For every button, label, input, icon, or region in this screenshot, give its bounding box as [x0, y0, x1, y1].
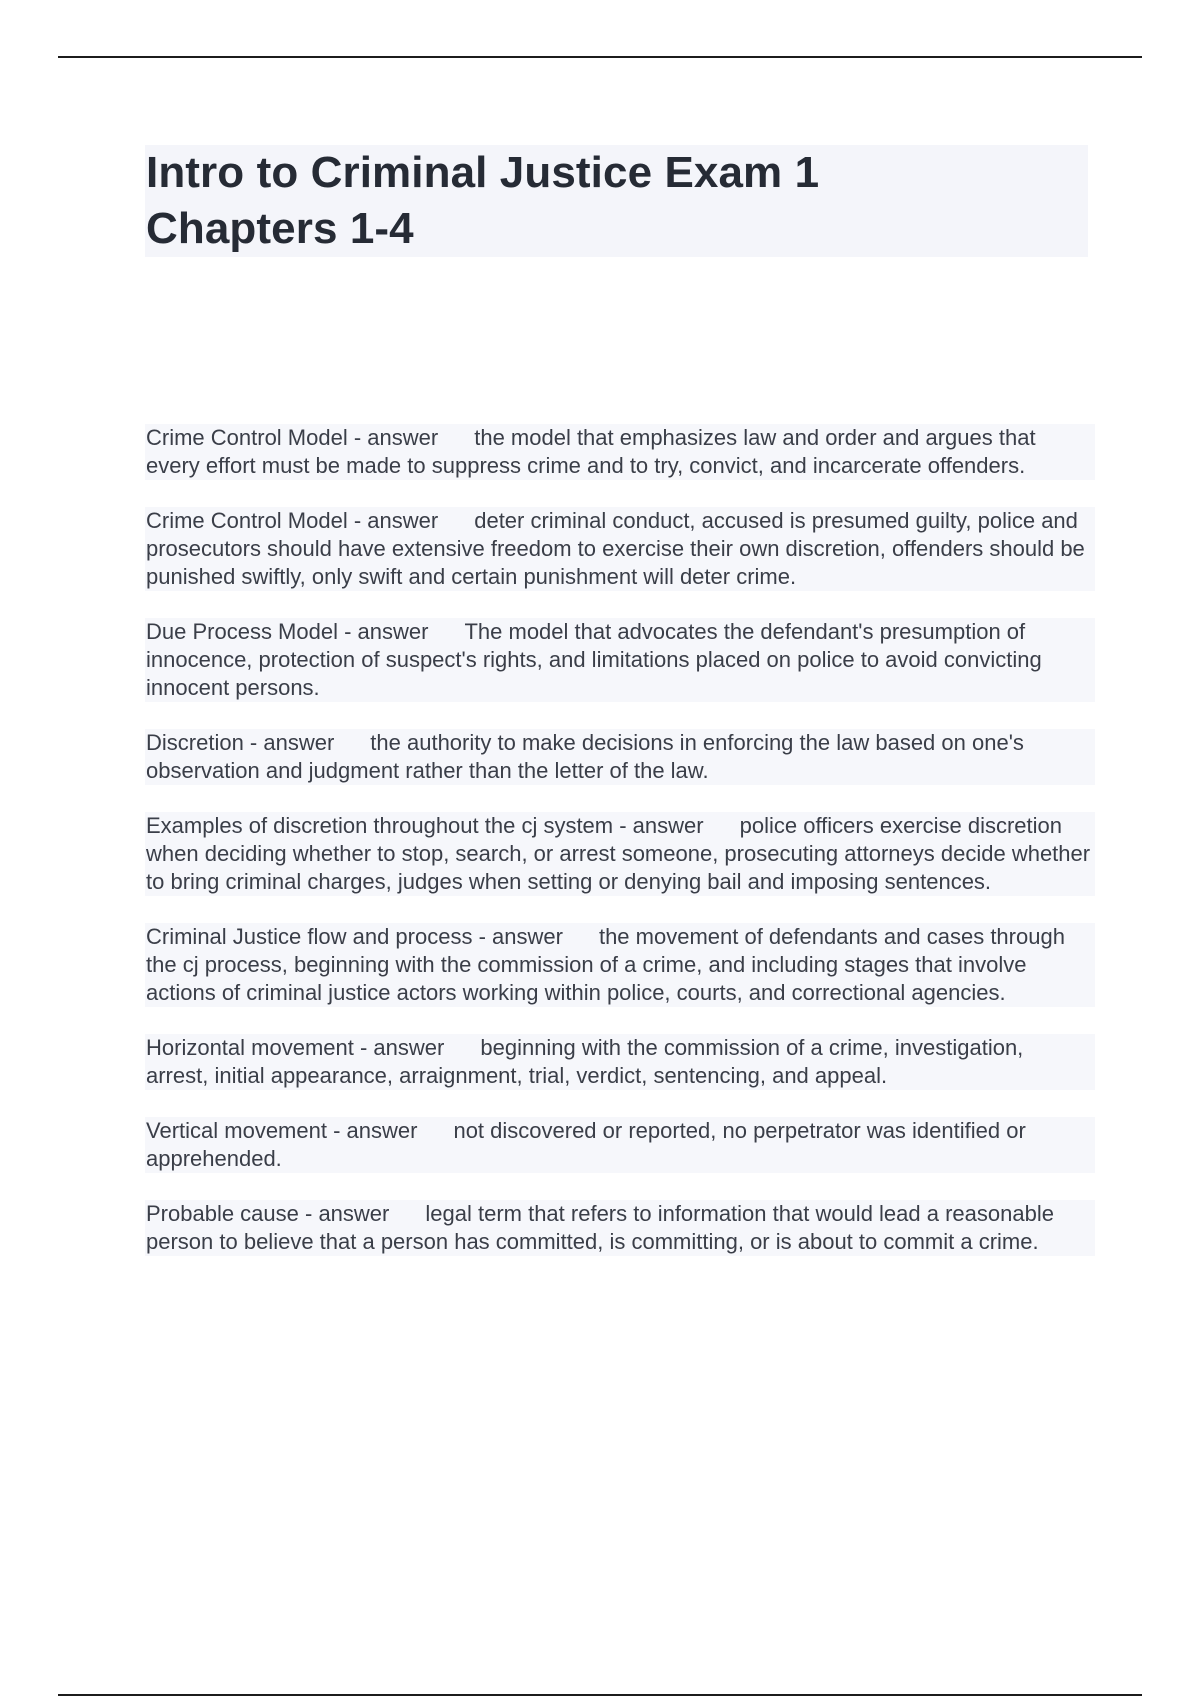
- entry-term: Crime Control Model: [146, 508, 348, 533]
- entry-separator: - answer: [347, 425, 439, 450]
- flashcard-entry: [145, 1034, 1095, 1090]
- title-line-1: Intro to Criminal Justice Exam 1: [146, 148, 820, 197]
- entry-term: Criminal Justice flow and process: [146, 924, 473, 949]
- title-line-2: Chapters 1-4: [146, 204, 414, 253]
- top-rule: [58, 56, 1142, 58]
- flashcard-entry: [145, 1200, 1095, 1256]
- flashcard-list: [145, 424, 1095, 1283]
- entry-term: Crime Control Model: [146, 425, 348, 450]
- entry-definition: not discovered or reported, no perpetrator was identified or apprehended.: [146, 1118, 1026, 1171]
- entry-definition: the movement of defendants and cases through the cj process, beginning with the commission of a crime, and including stages that involve actions of criminal justice actors working within police, courts, and correctional agencies.: [146, 924, 1065, 1005]
- flashcard-entry: [145, 618, 1095, 702]
- entry-separator: - answer: [613, 813, 704, 838]
- entry-term: Probable cause: [146, 1201, 299, 1226]
- entry-definition: deter criminal conduct, accused is presumed guilty, police and prosecutors should have extensive freedom to exercise their own discretion, offenders should be punished swiftly, only swift and certain punishment will deter crime.: [146, 508, 1085, 589]
- page-title: [146, 145, 1088, 257]
- flashcard-entry: [145, 729, 1095, 785]
- entry-term: Examples of discretion throughout the cj system: [146, 813, 614, 838]
- flashcard-entry: [145, 507, 1095, 591]
- entry-separator: - answer: [353, 1035, 445, 1060]
- entry-separator: - answer: [347, 508, 439, 533]
- entry-term: Horizontal movement: [146, 1035, 354, 1060]
- entry-definition: police officers exercise discretion when deciding whether to stop, search, or arrest someone, prosecuting attorneys decide whether to bring criminal charges, judges when setting or denying bail and imposing sentences.: [146, 813, 1091, 894]
- entry-separator: - answer: [326, 1118, 418, 1143]
- flashcard-entry: [145, 1117, 1095, 1173]
- bottom-rule: [58, 1694, 1142, 1696]
- entry-term: Due Process Model: [146, 619, 338, 644]
- flashcard-entry: [145, 812, 1095, 896]
- entry-definition: legal term that refers to information that would lead a reasonable person to believe that a person has committed, is committing, or is about to commit a crime.: [146, 1201, 1054, 1254]
- title-block: [145, 145, 1088, 257]
- entry-separator: - answer: [472, 924, 563, 949]
- entry-definition: the authority to make decisions in enforcing the law based on one's observation and judgment rather than the letter of the law.: [146, 730, 1024, 783]
- flashcard-entry: [145, 923, 1095, 1007]
- entry-term: Vertical movement: [146, 1118, 327, 1143]
- entry-definition: The model that advocates the defendant's presumption of innocence, protection of suspect's rights, and limitations placed on police to avoid convicting innocent persons.: [146, 619, 1042, 700]
- entry-separator: - answer: [298, 1201, 390, 1226]
- flashcard-entry: [145, 424, 1095, 480]
- entry-separator: - answer: [243, 730, 335, 755]
- entry-definition: the model that emphasizes law and order and argues that every effort must be made to suppress crime and to try, convict, and incarcerate offenders.: [146, 425, 1036, 478]
- entry-term: Discretion: [146, 730, 244, 755]
- entry-separator: - answer: [337, 619, 429, 644]
- entry-definition: beginning with the commission of a crime, investigation, arrest, initial appearance, arraignment, trial, verdict, sentencing, and appeal.: [146, 1035, 1024, 1088]
